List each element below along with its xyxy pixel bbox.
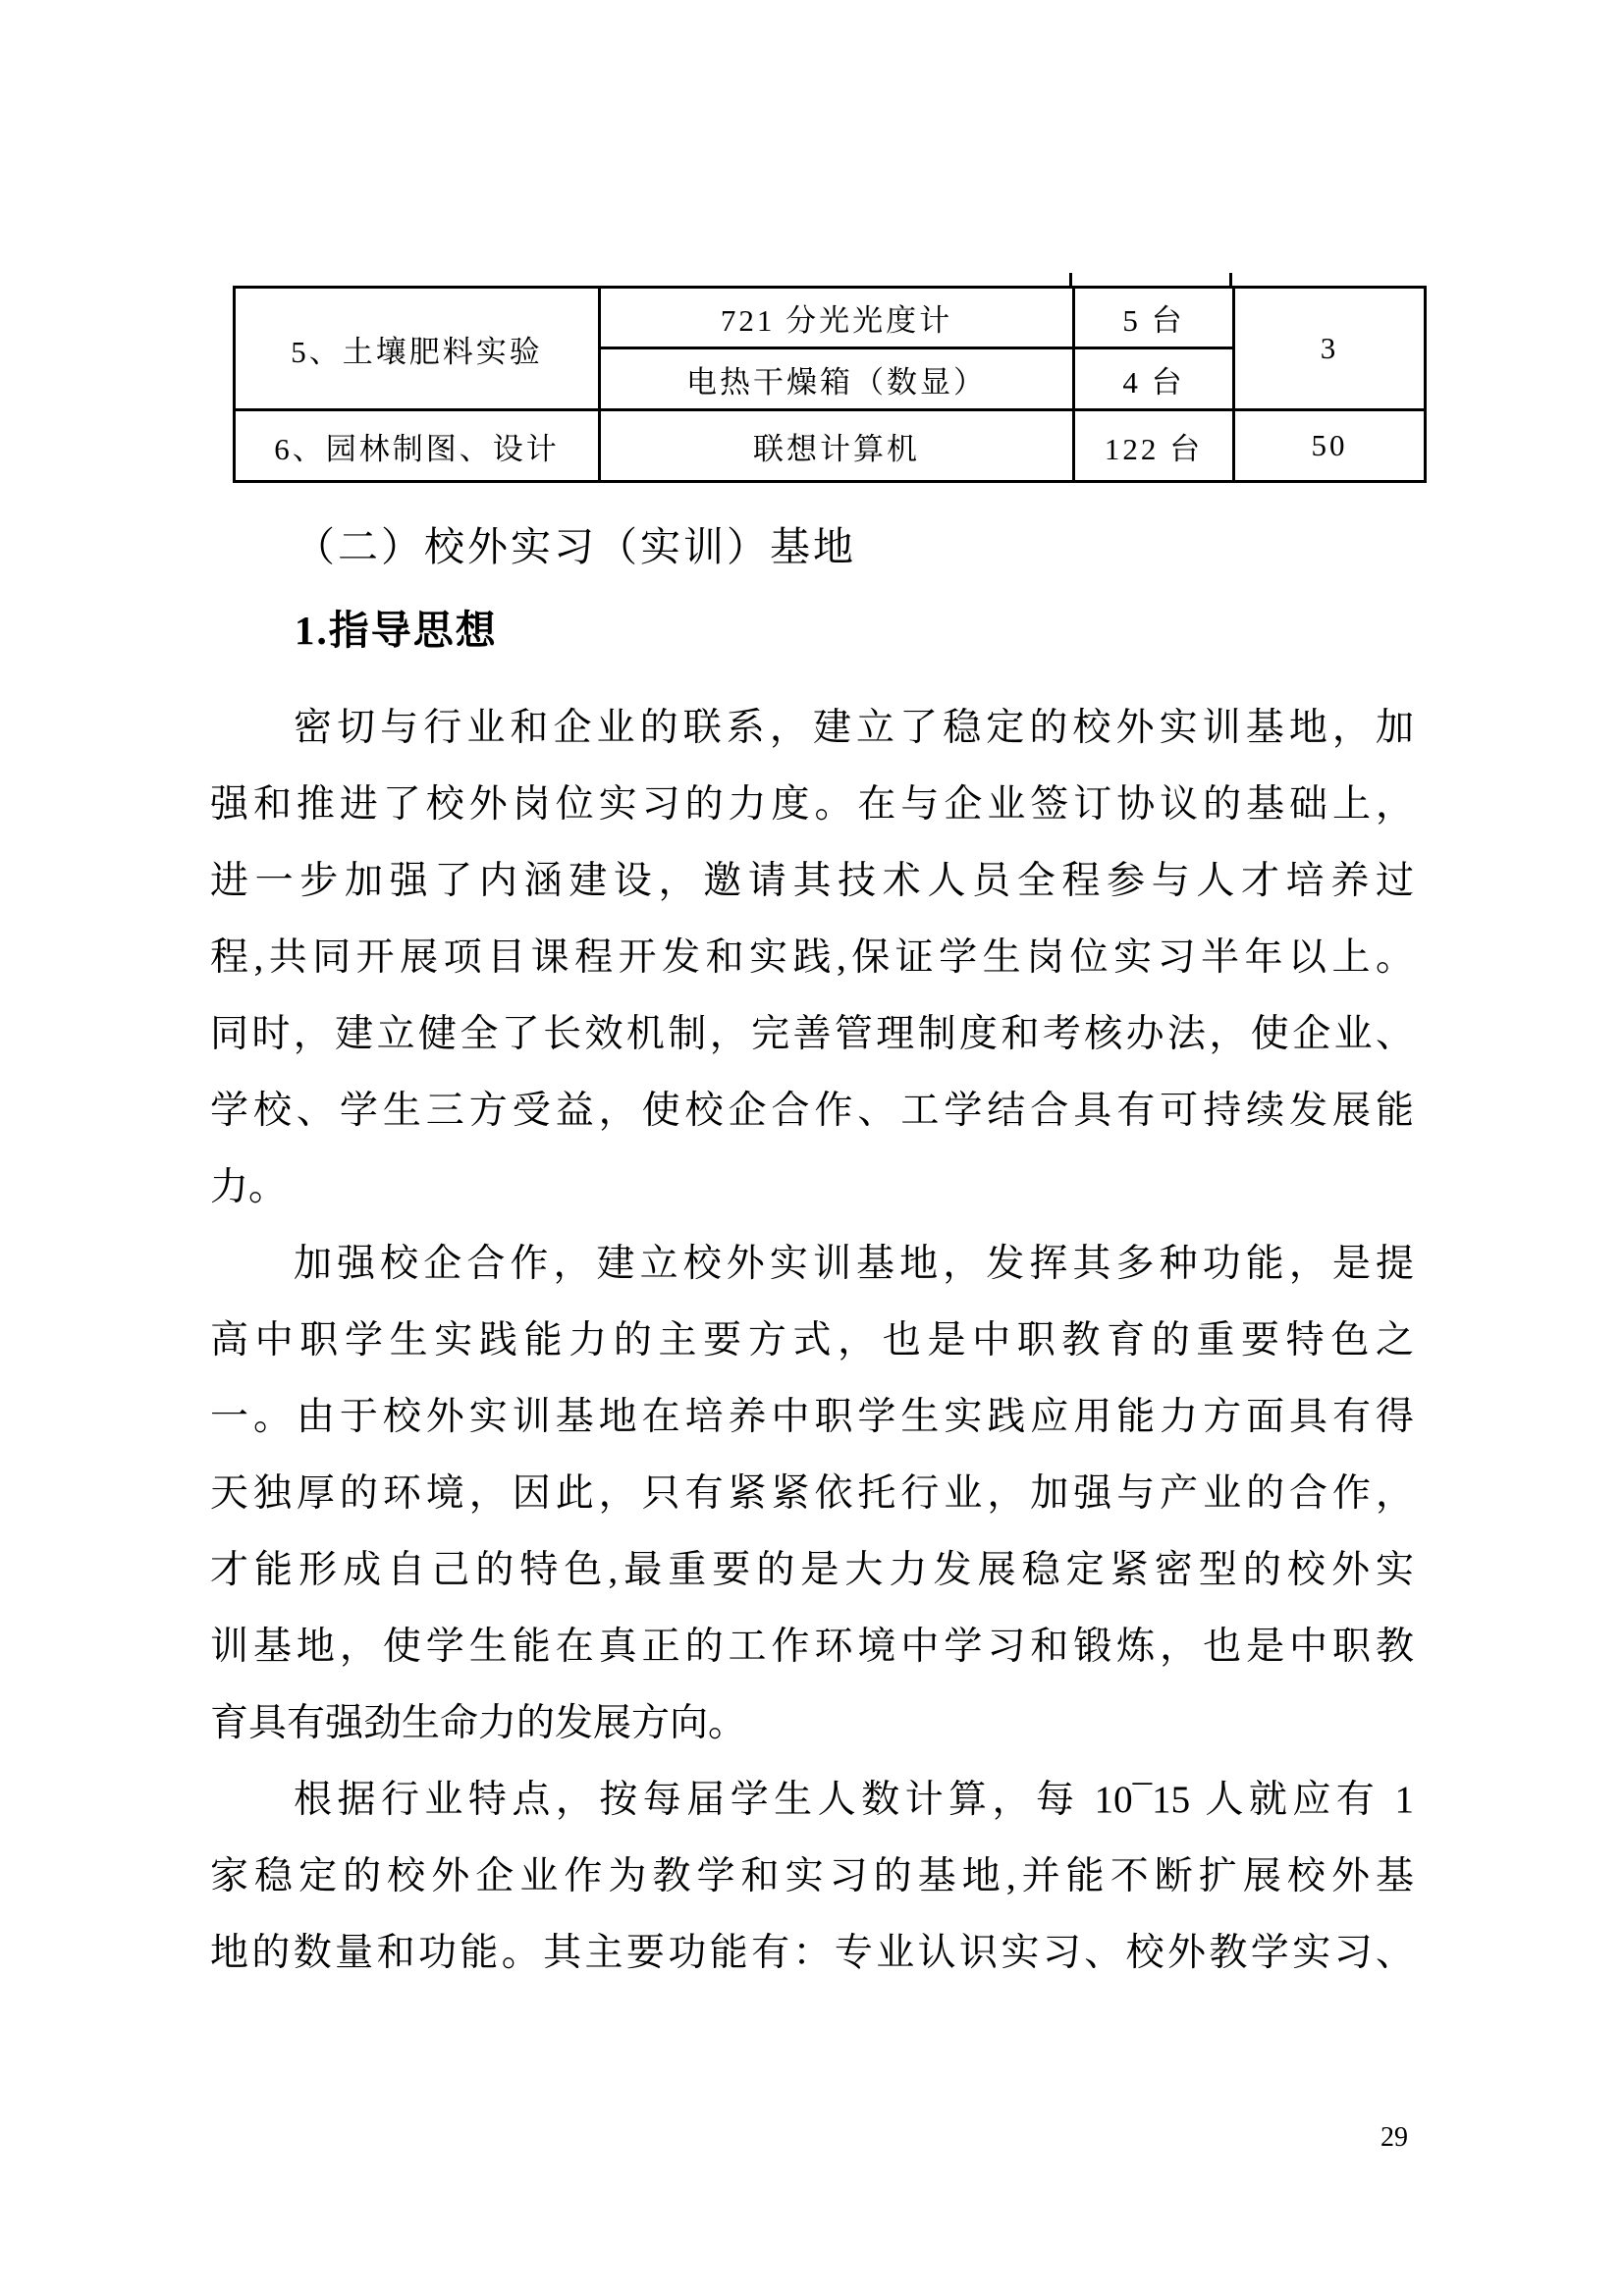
table-cell-value: 50 <box>1234 410 1426 482</box>
table-continuation-stub <box>1069 273 1072 287</box>
table-cell-quantity: 122 台 <box>1074 410 1234 482</box>
page-number: 29 <box>1380 2122 1408 2153</box>
text-line: 一。由于校外实训基地在培养中职学生实践应用能力方面具有得 <box>210 1396 1414 1438</box>
text-line: 力。 <box>210 1166 288 1208</box>
table-cell-quantity: 5 台 <box>1074 288 1234 348</box>
section-heading: （二）校外实习（实训）基地 <box>295 524 856 569</box>
text-line: 育具有强劲生命力的发展方向。 <box>210 1702 747 1744</box>
text-line: 天独厚的环境，因此，只有紧紧依托行业，加强与产业的合作， <box>210 1472 1414 1515</box>
text-line: 根据行业特点，按每届学生人数计算，每 10¯15 人就应有 1 <box>294 1779 1414 1821</box>
paragraph <box>210 690 1414 1226</box>
table-cell-quantity: 4 台 <box>1074 348 1234 410</box>
table-row <box>235 410 1426 482</box>
table-continuation-stub <box>1229 273 1232 287</box>
text-line: 进一步加强了内涵建设，邀请其技术人员全程参与人才培养过 <box>210 860 1414 902</box>
sub-heading: 1.指导思想 <box>295 608 498 653</box>
text-line: 家稳定的校外企业作为教学和实习的基地,并能不断扩展校外基 <box>210 1855 1414 1897</box>
paragraph <box>210 1762 1414 1992</box>
paragraph <box>210 1226 1414 1762</box>
text-line: 才能形成自己的特色,最重要的是大力发展稳定紧密型的校外实 <box>210 1549 1414 1591</box>
table-row <box>235 288 1426 348</box>
text-line: 强和推进了校外岗位实习的力度。在与企业签订协议的基础上， <box>210 783 1414 826</box>
text-line: 同时，建立健全了长效机制，完善管理制度和考核办法，使企业、 <box>210 1013 1414 1055</box>
table-cell-equipment: 721 分光光度计 <box>600 288 1074 348</box>
text-line: 高中职学生实践能力的主要方式，也是中职教育的重要特色之 <box>210 1319 1414 1362</box>
table-cell-equipment: 联想计算机 <box>600 410 1074 482</box>
table-cell-lab-name: 6、园林制图、设计 <box>235 410 600 482</box>
text-line: 密切与行业和企业的联系，建立了稳定的校外实训基地，加 <box>294 707 1414 749</box>
text-line: 训基地，使学生能在真正的工作环境中学习和锻炼，也是中职教 <box>210 1626 1414 1668</box>
equipment-table <box>233 286 1427 483</box>
table-cell-value: 3 <box>1234 288 1426 410</box>
body-text <box>210 690 1414 1992</box>
text-line: 学校、学生三方受益，使校企合作、工学结合具有可持续发展能 <box>210 1090 1414 1132</box>
text-line: 加强校企合作，建立校外实训基地，发挥其多种功能，是提 <box>294 1243 1414 1285</box>
text-line: 程,共同开展项目课程开发和实践,保证学生岗位实习半年以上。 <box>210 936 1414 979</box>
table-cell-equipment: 电热干燥箱（数显） <box>600 348 1074 410</box>
text-line: 地的数量和功能。其主要功能有：专业认识实习、校外教学实习、 <box>210 1932 1414 1974</box>
table-cell-lab-name: 5、土壤肥料实验 <box>235 288 600 410</box>
